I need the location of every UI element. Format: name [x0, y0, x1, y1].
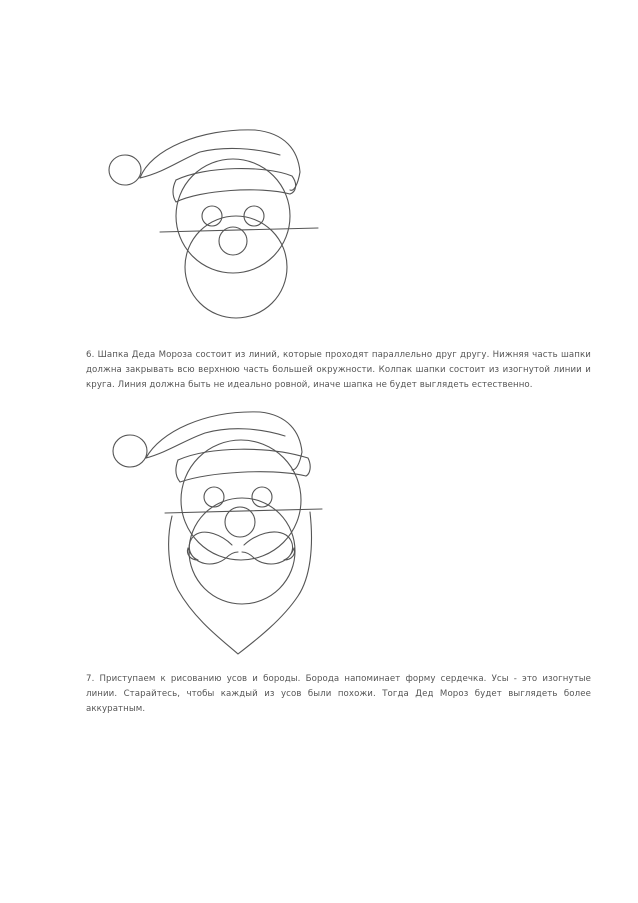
santa-beard-drawing: [0, 395, 638, 665]
left-eye-circle: [202, 206, 222, 226]
pompom-shape: [113, 435, 147, 467]
right-eye-circle: [244, 206, 264, 226]
step6-caption: 6. Шапка Деда Мороза состоит из линий, которые проходят параллельно друг другу. Нижняя часть шапки должна закрывать всю верхнюю часть большей окружности. Колпак шапки состоит из изогнутой линии и круга. Линия должна быть не идеально ровной, иначе шапка не будет выглядеть естественно.: [86, 350, 591, 390]
step7-illustration: [0, 395, 638, 655]
nose-circle: [219, 227, 247, 255]
face-circle: [181, 440, 301, 560]
lower-circle: [189, 498, 295, 604]
hat-cap-inner: [146, 429, 285, 458]
beard-outline: [169, 512, 312, 654]
guide-line: [165, 509, 322, 513]
hat-brim-bottom: [173, 180, 290, 202]
santa-hat-drawing: [0, 110, 638, 320]
right-eye-circle: [252, 487, 272, 507]
step7-caption: 7. Приступаем к рисованию усов и бороды. Борода напоминает форму сердечка. Усы - это изогнутые линии. Старайтесь, чтобы каждый из усов были похожи. Тогда Дед Мороз будет выглядеть более аккуратным.: [86, 674, 591, 714]
left-eye-circle: [204, 487, 224, 507]
step6-illustration: [0, 110, 638, 370]
hat-cap-outer: [146, 412, 302, 470]
hat-brim-bottom: [176, 460, 306, 482]
pompom-shape: [109, 155, 141, 185]
